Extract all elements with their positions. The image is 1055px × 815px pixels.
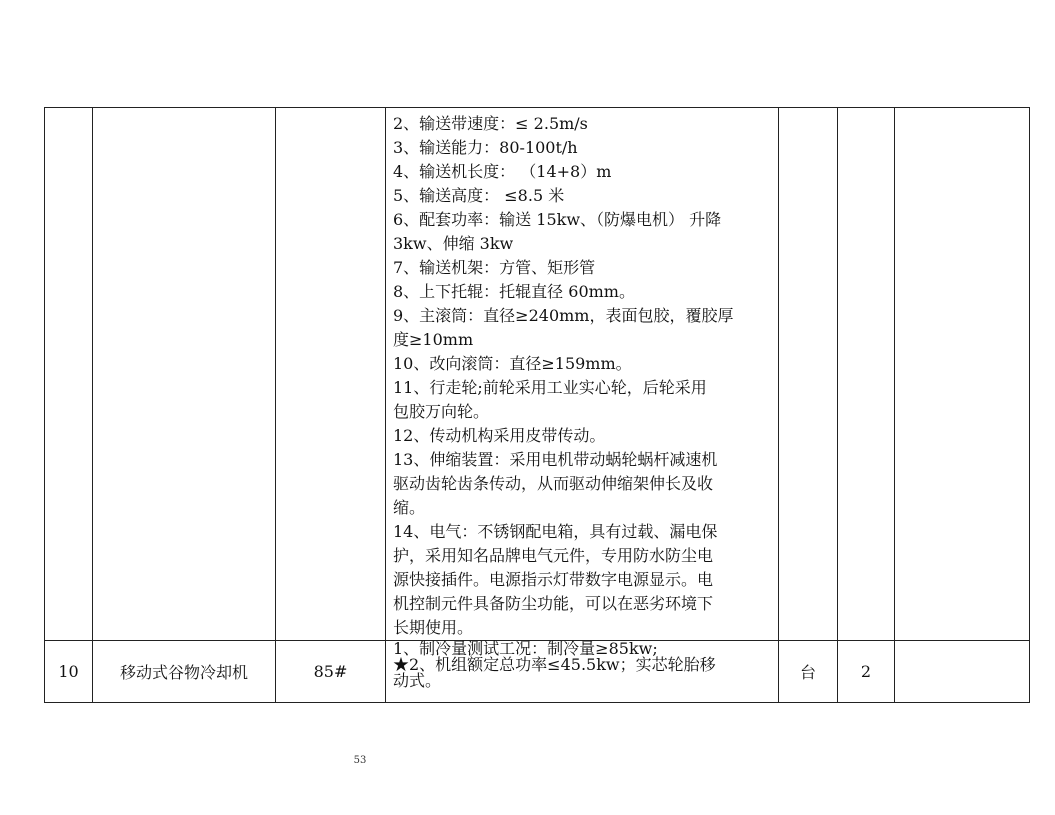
cell-unit: 台 xyxy=(779,641,838,703)
cell-unit xyxy=(779,108,838,641)
spec-line: 10、改向滚筒：直径≥159mm。 xyxy=(393,354,632,373)
cell-name xyxy=(93,108,276,641)
cell-remark xyxy=(895,641,1030,703)
spec-line: 8、上下托辊：托辊直径 60mm。 xyxy=(393,282,635,301)
spec-line: 包胶万向轮。 xyxy=(393,402,490,421)
spec-line: 1、制冷量测试工况：制冷量≥85kw; xyxy=(393,639,658,658)
spec-line: 动式。 xyxy=(393,671,442,690)
cell-remark xyxy=(895,108,1030,641)
spec-line: 机控制元件具备防尘功能，可以在恶劣环境下 xyxy=(393,594,714,613)
spec-line: 源快接插件。电源指示灯带数字电源显示。电 xyxy=(393,570,714,589)
cell-model: 85# xyxy=(276,641,386,703)
spec-line: 长期使用。 xyxy=(393,618,474,637)
spec-line: 缩。 xyxy=(393,498,426,517)
spec-line: 3kw、伸缩 3kw xyxy=(393,234,514,253)
spec-line: 3、输送能力：80-100t/h xyxy=(393,138,578,157)
spec-line: 5、输送高度： ≤8.5 米 xyxy=(393,186,565,205)
spec-line: 9、主滚筒：直径≥240mm，表面包胶，覆胶厚 xyxy=(393,306,734,325)
page-number: 53 xyxy=(353,755,367,766)
cell-name: 移动式谷物冷却机 xyxy=(93,641,276,703)
spec-table xyxy=(44,107,1030,703)
spec-line: 6、配套功率：输送 15kw、（防爆电机） 升降 xyxy=(393,210,722,229)
cell-index xyxy=(45,108,93,641)
spec-line: 7、输送机架：方管、矩形管 xyxy=(393,258,596,277)
cell-quantity: 2 xyxy=(838,641,895,703)
spec-line: 14、电气：不锈钢配电箱，具有过载、漏电保 xyxy=(393,522,718,541)
spec-list xyxy=(386,108,778,640)
spec-line: 度≥10mm xyxy=(393,330,474,349)
spec-line: 2、输送带速度：≤ 2.5m/s xyxy=(393,114,588,133)
spec-list xyxy=(386,641,778,689)
spec-line: 13、伸缩装置：采用电机带动蜗轮蜗杆减速机 xyxy=(393,450,718,469)
table-row-continued xyxy=(45,108,1030,641)
spec-line: ★2、机组额定总功率≤45.5kw；实芯轮胎移 xyxy=(393,655,716,674)
table-row xyxy=(45,641,1030,703)
spec-line: 驱动齿轮齿条传动，从而驱动伸缩架伸长及收 xyxy=(393,474,714,493)
cell-specs xyxy=(386,641,779,703)
spec-line: 11、行走轮;前轮采用工业实心轮，后轮采用 xyxy=(393,378,707,397)
spec-line: 护，采用知名品牌电气元件，专用防水防尘电 xyxy=(393,546,714,565)
cell-index: 10 xyxy=(45,641,93,703)
cell-specs xyxy=(386,108,779,641)
spec-line: 12、传动机构采用皮带传动。 xyxy=(393,426,606,445)
cell-quantity xyxy=(838,108,895,641)
spec-line: 4、输送机长度： （14+8）m xyxy=(393,162,612,181)
cell-model xyxy=(276,108,386,641)
